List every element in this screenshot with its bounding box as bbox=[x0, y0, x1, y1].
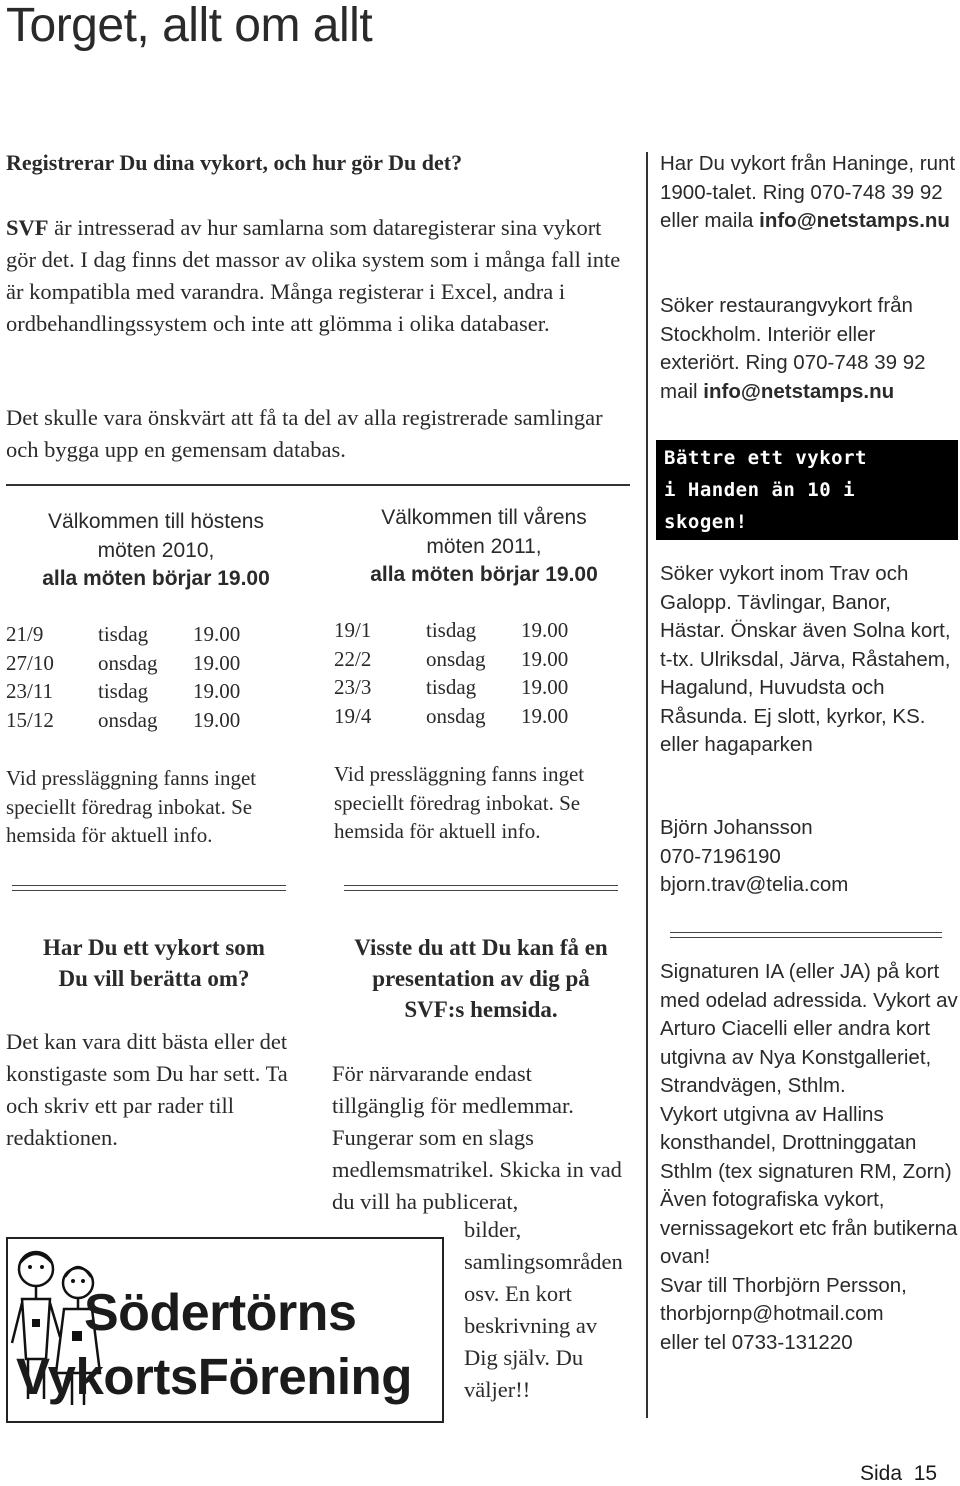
table-row bbox=[6, 708, 240, 737]
presentation-body-top: För närvarande endast tillgänglig för medlemmar. Fungerar som en slags medlemsmatrikel. Skicka in vad du vill ha publicerat, bbox=[332, 1061, 622, 1214]
meeting-date: 19/1 bbox=[334, 618, 372, 642]
ad-signature-p3: Även fotografiska vykort, vernissagekort etc från butikerna ovan! bbox=[660, 1188, 958, 1268]
table-row bbox=[6, 622, 240, 651]
spring-title-line3: alla möten börjar 19.00 bbox=[370, 563, 598, 586]
page-title: Torget, allt om allt bbox=[6, 0, 373, 52]
meeting-date: 19/4 bbox=[334, 703, 372, 728]
meeting-day: onsdag bbox=[426, 646, 486, 671]
table-row bbox=[334, 675, 568, 704]
table-row bbox=[6, 679, 240, 708]
meeting-day: tisdag bbox=[426, 675, 477, 699]
table-row bbox=[334, 647, 568, 676]
ad-trav: Söker vykort inom Trav och Galopp. Tävlingar, Banor, Hästar. Önskar även Solna kort, t-tx. Ulriksdal, Järva, Råstahem, Hagalund, Huvudsta och Råsunda. Ej slott, kyrkor, KS. eller hagaparken bbox=[660, 562, 951, 756]
meeting-day: onsdag bbox=[98, 707, 158, 732]
presentation-heading-line3: SVF:s hemsida. bbox=[404, 997, 558, 1022]
autumn-title-line3: alla möten börjar 19.00 bbox=[42, 567, 270, 590]
section-divider bbox=[6, 484, 630, 486]
ad-restaurant bbox=[660, 292, 956, 406]
ad-signature-p4: Svar till Thorbjörn Persson, bbox=[660, 1273, 907, 1297]
presentation-heading-line2: presentation av dig på bbox=[372, 966, 590, 991]
meeting-time: 19.00 bbox=[193, 707, 241, 732]
meeting-date: 21/9 bbox=[6, 622, 44, 646]
page-number: Sida 15 bbox=[860, 1462, 938, 1485]
svf-label: SVF bbox=[6, 215, 49, 240]
autumn-note: Vid pressläggning fanns inget speciellt föredrag inbokat. Se hemsida för aktuell info. bbox=[6, 766, 257, 847]
ad-signature-p1: Signaturen IA (eller JA) på kort med odelad adressida. Vykort av Arturo Ciacelli eller andra kort utgivna av Nya Konstgalleriet, Strandvägen, Sthlm. bbox=[660, 960, 958, 1097]
meeting-time: 19.00 bbox=[521, 675, 569, 699]
meeting-time: 19.00 bbox=[193, 622, 241, 646]
spring-title-line2: möten 2011, bbox=[426, 534, 542, 558]
banner-line1: Bättre ett vykort bbox=[664, 447, 867, 469]
contact-name: Björn Johansson bbox=[660, 816, 813, 839]
logo-line1: Södertörns bbox=[84, 1284, 357, 1342]
ad-haninge-email[interactable]: info@netstamps.nu bbox=[759, 209, 950, 232]
ad-restaurant-text: Söker restaurangvykort från Stockholm. Interiör eller exteriört. Ring 070-748 39 92 mail bbox=[660, 294, 926, 403]
double-rule bbox=[344, 885, 618, 891]
autumn-meetings-title bbox=[6, 508, 306, 594]
intro-paragraph-1-text: är intresserad av hur samlarna som dataregisterar sina vykort gör det. I dag finns det massor av olika system som i många fall inte är kompatibla med varandra. Många registerar i Excel, andra i ordbehandlingssystem och inte att glömma i olika databaser. bbox=[6, 215, 621, 336]
table-row bbox=[334, 618, 568, 647]
story-heading-line1: Har Du ett vykort som bbox=[43, 935, 265, 960]
meeting-date: 27/10 bbox=[6, 650, 54, 675]
spring-note: Vid pressläggning fanns inget speciellt föredrag inbokat. Se hemsida för aktuell info. bbox=[334, 762, 585, 843]
meeting-date: 22/2 bbox=[334, 646, 372, 671]
autumn-title-line2: möten 2010, bbox=[97, 538, 215, 562]
meeting-time: 19.00 bbox=[193, 679, 241, 703]
banner-line2: i Handen än 10 i skogen! bbox=[664, 479, 856, 533]
column-divider bbox=[646, 152, 648, 1418]
ad-restaurant-email[interactable]: info@netstamps.nu bbox=[703, 379, 895, 403]
ad-signature-phone: eller tel 0733-131220 bbox=[660, 1330, 853, 1354]
presentation-body-bottom: bilder, samlingsområden osv. En kort beskrivning av Dig själv. Du väljer!! bbox=[464, 1217, 623, 1402]
ad-haninge-text: Har Du vykort från Haninge, runt 1900-talet. Ring 070-748 39 92 eller maila bbox=[660, 152, 956, 232]
contact-email[interactable]: bjorn.trav@telia.com bbox=[660, 873, 849, 896]
double-rule bbox=[12, 885, 286, 891]
double-rule bbox=[670, 932, 942, 938]
meeting-date: 23/11 bbox=[6, 679, 54, 703]
meeting-date: 15/12 bbox=[6, 707, 54, 732]
meeting-time: 19.00 bbox=[521, 646, 569, 671]
spring-meetings-title bbox=[334, 504, 634, 590]
meeting-time: 19.00 bbox=[193, 650, 241, 675]
meeting-day: tisdag bbox=[98, 679, 149, 703]
meeting-time: 19.00 bbox=[521, 618, 569, 642]
ad-haninge bbox=[660, 150, 956, 236]
meeting-date: 23/3 bbox=[334, 675, 372, 699]
intro-paragraph-2: Det skulle vara önskvärt att få ta del av alla registrerade samlingar och bygga upp en gemensam databas. bbox=[6, 405, 603, 462]
autumn-title-line1: Välkommen till höstens bbox=[48, 510, 264, 533]
meeting-day: tisdag bbox=[426, 618, 477, 642]
story-body: Det kan vara ditt bästa eller det konstigaste som Du har sett. Ta och skriv ett par rader till redaktionen. bbox=[6, 1029, 288, 1150]
spring-meetings-table bbox=[334, 618, 568, 732]
meeting-time: 19.00 bbox=[521, 703, 569, 728]
banner-slogan bbox=[656, 440, 958, 540]
presentation-heading bbox=[332, 932, 630, 1025]
autumn-meetings-table bbox=[6, 622, 240, 736]
ad-signature bbox=[660, 958, 958, 1357]
ad-signature-p2: Vykort utgivna av Hallins konsthandel, Drottninggatan Sthlm (tex signaturen RM, Zorn) bbox=[660, 1102, 952, 1183]
spring-title-line1: Välkommen till vårens bbox=[381, 506, 587, 529]
story-heading-line2: Du vill berätta om? bbox=[58, 966, 250, 991]
logo-line2: VykortsFörening bbox=[16, 1348, 412, 1405]
table-row bbox=[334, 704, 568, 733]
intro-heading: Registrerar Du dina vykort, och hur gör Du det? bbox=[6, 150, 463, 175]
sodertorns-logo bbox=[6, 1237, 444, 1423]
story-heading bbox=[6, 932, 302, 994]
ad-signature-email[interactable]: thorbjornp@hotmail.com bbox=[660, 1302, 884, 1325]
intro-paragraph-1 bbox=[6, 212, 626, 340]
ad-trav-contact bbox=[660, 814, 956, 900]
contact-phone: 070-7196190 bbox=[660, 844, 781, 868]
meeting-day: onsdag bbox=[426, 703, 486, 728]
table-row bbox=[6, 651, 240, 680]
meeting-day: onsdag bbox=[98, 650, 158, 675]
presentation-heading-line1: Visste du att Du kan få en bbox=[354, 935, 608, 960]
meeting-day: tisdag bbox=[98, 622, 149, 646]
